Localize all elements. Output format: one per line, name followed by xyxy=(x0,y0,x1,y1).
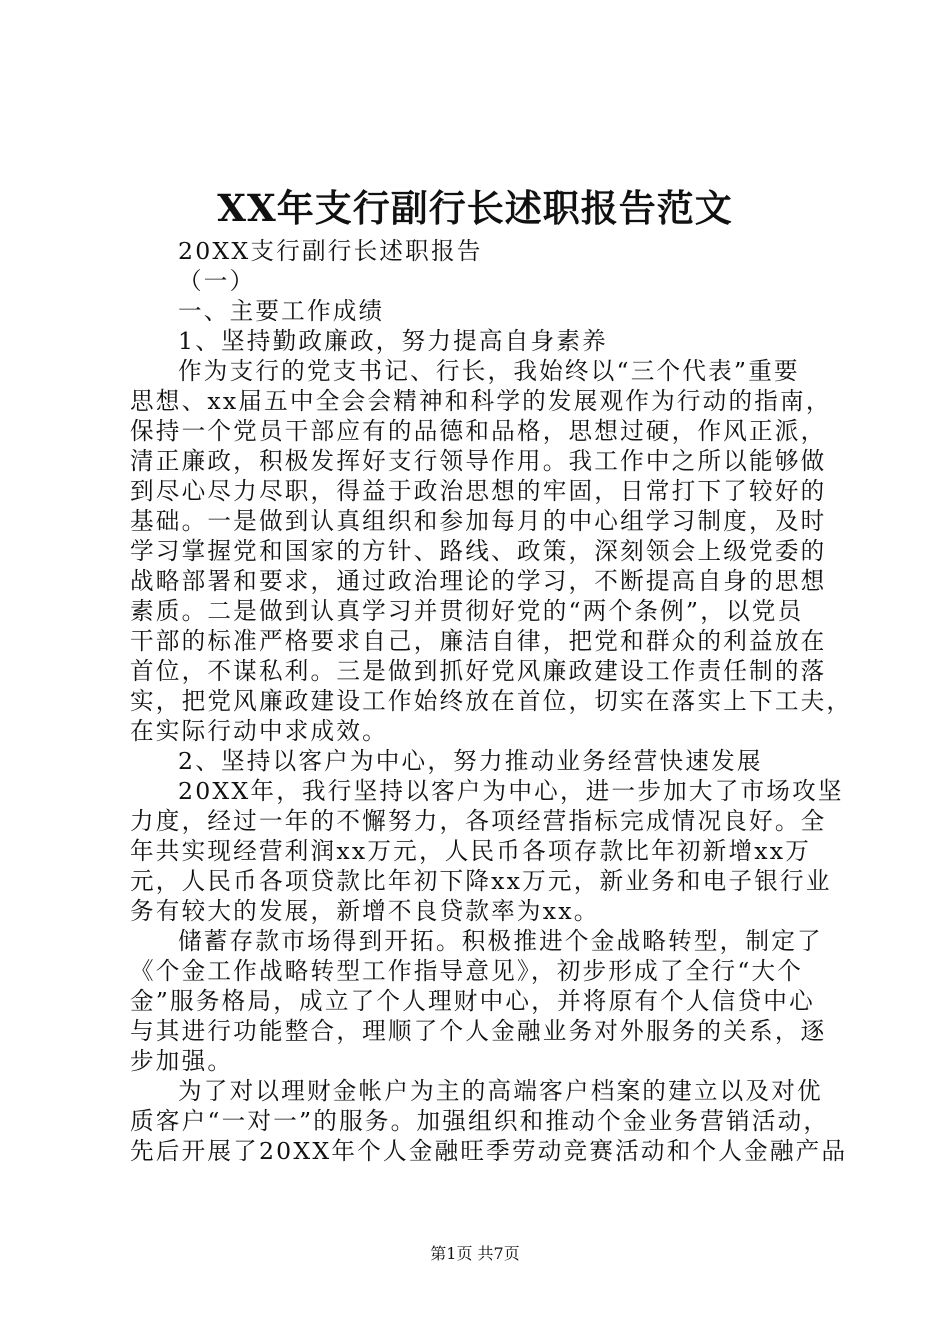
body-line: 干部的标准严格要求自己，廉洁自律，把党和群众的利益放在 xyxy=(130,627,827,655)
body-line: 先后开展了20XX年个人金融旺季劳动竞赛活动和个人金融产品 xyxy=(130,1137,848,1165)
body-line: 与其进行功能整合，理顺了个人金融业务对外服务的关系，逐 xyxy=(130,1017,827,1045)
body-line: 战略部署和要求，通过政治理论的学习，不断提高自身的思想 xyxy=(130,567,827,595)
body-line: 首位，不谋私利。三是做到抓好党风廉政建设工作责任制的落 xyxy=(130,657,827,685)
body-line: 到尽心尽力尽职，得益于政治思想的牢固，日常打下了较好的 xyxy=(130,477,827,505)
page-footer: 第1页 共7页 xyxy=(430,1244,520,1263)
body-line: 为了对以理财金帐户为主的高端客户档案的建立以及对优 xyxy=(178,1077,823,1105)
body-line: 2、坚持以客户为中心，努力推动业务经营快速发展 xyxy=(178,747,763,775)
body-line: 学习掌握党和国家的方针、路线、政策，深刻领会上级党委的 xyxy=(130,537,827,565)
body-line: 基础。一是做到认真组织和参加每月的中心组学习制度，及时 xyxy=(130,507,827,535)
body-line: 保持一个党员干部应有的品德和品格，思想过硬，作风正派， xyxy=(130,417,827,445)
body-line: 《个金工作战略转型工作指导意见》，初步形成了全行“大个 xyxy=(130,957,804,985)
body-line: 步加强。 xyxy=(130,1047,234,1075)
body-line: 在实际行动中求成效。 xyxy=(130,717,388,745)
body-line: 素质。二是做到认真学习并贯彻好党的“两个条例”，以党员 xyxy=(130,597,804,625)
body-line: 元，人民币各项贷款比年初下降xx万元，新业务和电子银行业 xyxy=(130,867,832,895)
body-line: 实，把党风廉政建设工作始终放在首位，切实在落实上下工夫， xyxy=(130,687,853,715)
document-body xyxy=(130,236,853,1166)
body-line: 力度，经过一年的不懈努力，各项经营指标完成情况良好。全 xyxy=(130,807,827,835)
body-line: 思想、xx届五中全会会精神和科学的发展观作为行动的指南， xyxy=(130,387,832,415)
body-line: 年共实现经营利润xx万元，人民币各项存款比年初新增xx万 xyxy=(130,837,812,865)
body-line: 20XX支行副行长述职报告 xyxy=(178,237,483,265)
body-line: 务有较大的发展，新增不良贷款率为xx。 xyxy=(130,897,600,925)
body-line: 一、主要工作成绩 xyxy=(178,297,385,325)
body-line: 作为支行的党支书记、行长，我始终以“三个代表”重要 xyxy=(178,357,800,385)
document-title: XX年支行副行长述职报告范文 xyxy=(217,186,733,230)
body-line: 1、坚持勤政廉政，努力提高自身素养 xyxy=(178,327,608,355)
body-line: 质客户“一对一”的服务。加强组织和推动个金业务营销活动， xyxy=(130,1107,830,1135)
body-line: 储蓄存款市场得到开拓。积极推进个金战略转型，制定了 xyxy=(178,927,823,955)
body-line: 金”服务格局，成立了个人理财中心，并将原有个人信贷中心 xyxy=(130,987,815,1015)
body-line: 20XX年，我行坚持以客户为中心，进一步加大了市场攻坚 xyxy=(178,777,844,805)
body-line: （一） xyxy=(178,267,256,295)
body-line: 清正廉政，积极发挥好支行领导作用。我工作中之所以能够做 xyxy=(130,447,827,475)
